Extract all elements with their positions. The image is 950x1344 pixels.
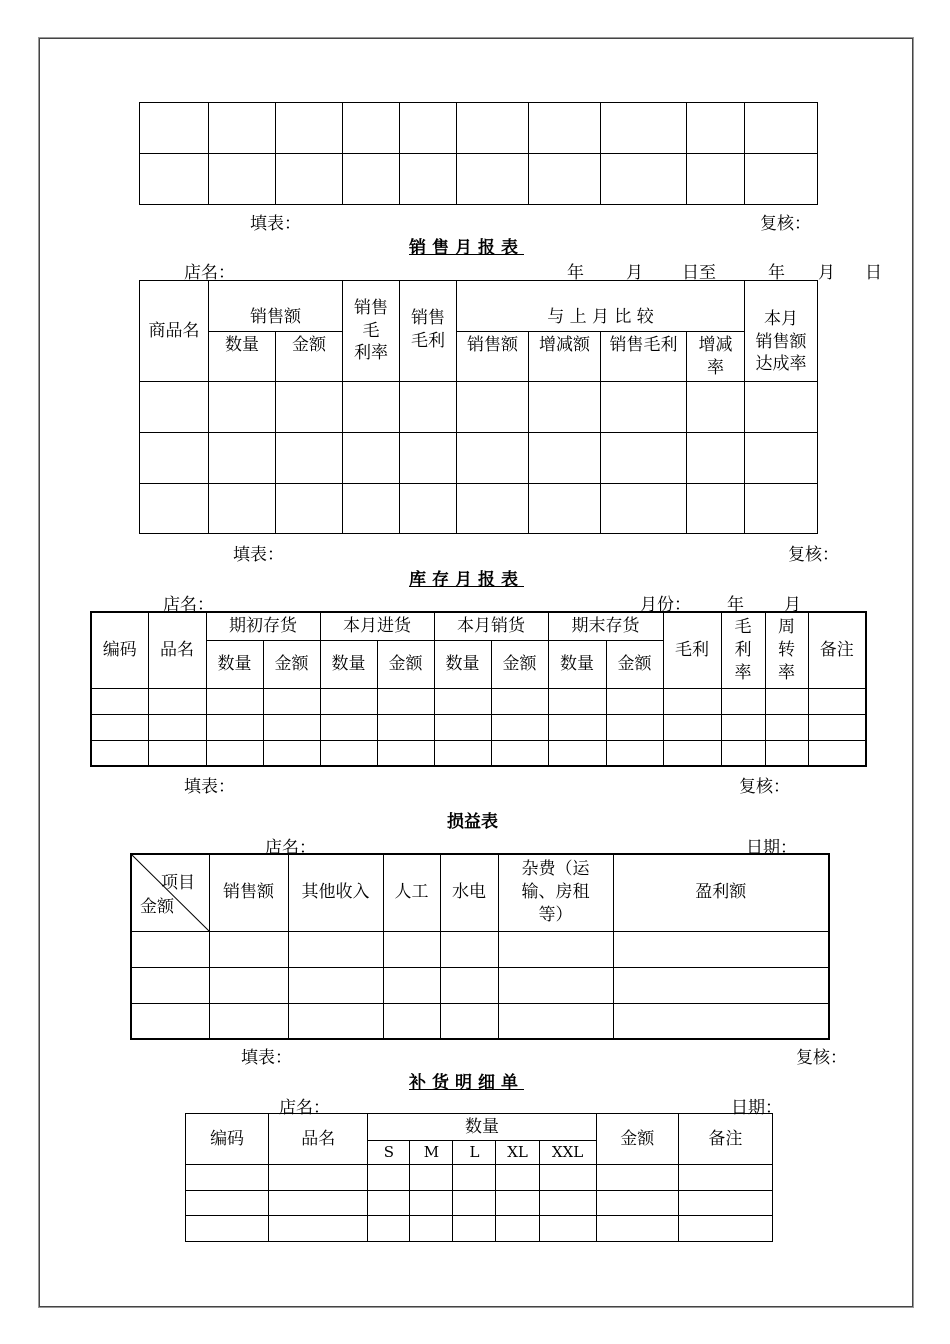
header-amount: 金额 (377, 640, 434, 688)
year-label: 年 (768, 263, 785, 283)
table-row (186, 1191, 773, 1216)
header-product: 商品名 (140, 281, 209, 382)
review-label: 复核： (760, 214, 811, 234)
header-size-xxl: XXL (539, 1141, 596, 1165)
day-label: 日 (865, 263, 882, 283)
header-remark: 备注 (678, 1114, 772, 1165)
header-cmp-sales: 销售额 (457, 332, 529, 382)
month-label: 月 (818, 263, 835, 283)
day-to-label: 日至 (682, 263, 716, 283)
header-amount: 金额 (491, 640, 548, 688)
table-row (131, 967, 829, 1003)
header-turnover: 周 转 率 (765, 612, 808, 688)
fill-label: 填表： (233, 545, 284, 565)
date-label: 日期： (746, 838, 797, 858)
header-cmp-rate: 增减 率 (687, 332, 745, 382)
header-amount: 金额 (606, 640, 663, 688)
fill-label: 填表： (241, 1048, 292, 1068)
shop-label: 店名： (184, 263, 235, 283)
header-margin-rate: 毛 利 率 (721, 612, 765, 688)
header-qty: 数量 (209, 332, 276, 382)
table-row (186, 1216, 773, 1242)
review-label: 复核： (788, 545, 839, 565)
profit-loss-table (130, 853, 830, 1040)
header-closing: 期末存货 (548, 612, 663, 640)
header-qty: 数量 (548, 640, 606, 688)
header-amount: 金额 (140, 897, 174, 917)
header-opening: 期初存货 (206, 612, 320, 640)
header-size-m: M (410, 1141, 453, 1165)
header-margin: 毛利 (663, 612, 721, 688)
header-amount: 金额 (263, 640, 320, 688)
inventory-table (90, 611, 867, 767)
header-labor: 人工 (383, 854, 440, 931)
fill-label: 填表： (184, 777, 235, 797)
table-row (140, 433, 818, 484)
header-diagonal-cell (131, 854, 209, 931)
header-qty: 数量 (434, 640, 491, 688)
header-size-l: L (453, 1141, 496, 1165)
header-sales-amount: 销售额 (209, 281, 343, 332)
month-label: 月 (784, 595, 801, 615)
header-cmp-margin: 销售毛利 (601, 332, 687, 382)
table-row (91, 740, 866, 766)
header-sold: 本月销货 (434, 612, 548, 640)
header-profit: 盈利额 (613, 854, 829, 931)
table-row (140, 382, 818, 433)
profit-loss-title: 损益表 (447, 812, 498, 832)
table-row (140, 154, 818, 205)
year-label: 年 (727, 595, 744, 615)
shop-label: 店名： (163, 595, 214, 615)
header-target: 本月 销售额 达成率 (745, 281, 818, 382)
header-compare: 与 上 月 比 较 (457, 281, 745, 332)
header-other-income: 其他收入 (288, 854, 383, 931)
table-row (140, 484, 818, 534)
shop-label: 店名： (265, 838, 316, 858)
table-row (131, 931, 829, 967)
header-qty: 数量 (206, 640, 263, 688)
year-label: 年 (567, 263, 584, 283)
table-row (140, 103, 818, 154)
review-label: 复核： (739, 777, 790, 797)
sales-title: 销售月报表 (409, 238, 524, 258)
header-cmp-change: 增减额 (529, 332, 601, 382)
header-name: 品名 (269, 1114, 368, 1165)
header-size-xl: XL (496, 1141, 539, 1165)
header-qty: 数量 (368, 1114, 596, 1141)
inventory-title: 库存月报表 (409, 570, 524, 590)
header-utilities: 水电 (440, 854, 498, 931)
header-code: 编码 (91, 612, 148, 688)
header-name: 品名 (148, 612, 206, 688)
top-table (139, 102, 818, 205)
table-row (131, 1003, 829, 1039)
date-label: 日期： (731, 1098, 782, 1118)
header-amount: 金额 (596, 1114, 678, 1165)
header-qty: 数量 (320, 640, 377, 688)
header-incoming: 本月进货 (320, 612, 434, 640)
restock-title: 补货明细单 (409, 1073, 524, 1093)
fill-label: 填表： (250, 214, 301, 234)
header-amount: 金额 (276, 332, 343, 382)
header-item: 项目 (161, 873, 195, 893)
month-field-label: 月份： (640, 595, 691, 615)
review-label: 复核： (796, 1048, 847, 1068)
sales-table (139, 280, 818, 534)
table-row (91, 688, 866, 714)
restock-table (185, 1113, 773, 1242)
table-row (91, 714, 866, 740)
header-code: 编码 (186, 1114, 269, 1165)
header-misc: 杂费（运 输、房租 等） (498, 854, 613, 931)
header-margin-rate: 销售 毛 利率 (343, 281, 400, 382)
header-margin: 销售 毛利 (400, 281, 457, 382)
table-row (186, 1165, 773, 1191)
header-remark: 备注 (808, 612, 866, 688)
header-sales: 销售额 (209, 854, 288, 931)
month-label: 月 (626, 263, 643, 283)
shop-label: 店名： (279, 1098, 330, 1118)
header-size-s: S (368, 1141, 410, 1165)
